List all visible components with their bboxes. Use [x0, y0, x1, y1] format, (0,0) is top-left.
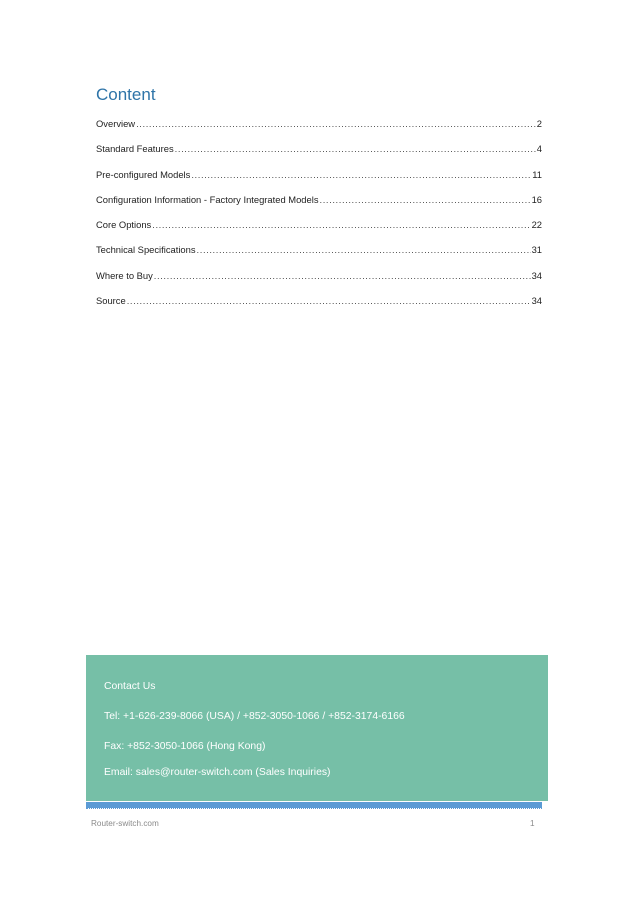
toc-entry-page: 2 — [536, 118, 542, 129]
toc-dot-leader — [191, 168, 531, 182]
toc-dot-leader — [175, 142, 536, 156]
toc-entry-label: Standard Features — [96, 143, 174, 155]
toc-title: Content — [96, 85, 156, 104]
toc-dot-leader — [320, 193, 531, 207]
toc-entry-page: 4 — [536, 143, 542, 155]
table-of-contents — [96, 117, 542, 319]
toc-dot-leader — [127, 294, 531, 308]
toc-entry-page: 11 — [532, 168, 542, 180]
contact-telephone: Tel: +1-626-239-8066 (USA) / +852-3050-1066 / +852-3174-6166 — [104, 711, 405, 722]
toc-entry-source[interactable] — [96, 294, 542, 319]
toc-entry-label: Technical Specifications — [96, 244, 196, 256]
toc-entry-page: 22 — [531, 219, 542, 231]
contact-heading: Contact Us — [104, 681, 156, 692]
toc-dot-leader — [152, 218, 530, 232]
toc-entry-label: Where to Buy — [96, 269, 153, 281]
toc-entry-label: Pre-configured Models — [96, 168, 191, 180]
toc-entry-page: 31 — [531, 244, 542, 256]
toc-entry-page: 16 — [531, 193, 542, 205]
footer-page-number: 1 — [530, 819, 535, 828]
toc-entry-standard-features[interactable] — [96, 142, 542, 167]
toc-entry-pre-configured-models[interactable] — [96, 168, 542, 193]
toc-entry-page: 34 — [531, 295, 542, 307]
toc-entry-label: Configuration Information - Factory Integrated Models — [96, 193, 319, 205]
toc-entry-label: Source — [96, 295, 126, 307]
toc-entry-technical-specifications[interactable] — [96, 243, 542, 268]
footer-site-name: Router-switch.com — [91, 819, 159, 828]
toc-dot-leader — [197, 243, 531, 257]
toc-entry-core-options[interactable] — [96, 218, 542, 243]
toc-entry-where-to-buy[interactable] — [96, 269, 542, 294]
toc-entry-label: Overview — [96, 118, 136, 129]
footer-divider — [86, 808, 542, 809]
toc-entry-label: Core Options — [96, 219, 152, 231]
toc-entry-configuration-information[interactable] — [96, 193, 542, 218]
toc-dot-leader — [154, 269, 531, 283]
toc-entry-overview[interactable] — [96, 117, 542, 142]
contact-email: Email: sales@router-switch.com (Sales Inquiries) — [104, 767, 331, 778]
toc-entry-page: 34 — [531, 269, 542, 281]
contact-fax: Fax: +852-3050-1066 (Hong Kong) — [104, 741, 266, 752]
toc-dot-leader — [136, 117, 536, 131]
contact-box — [86, 655, 548, 801]
